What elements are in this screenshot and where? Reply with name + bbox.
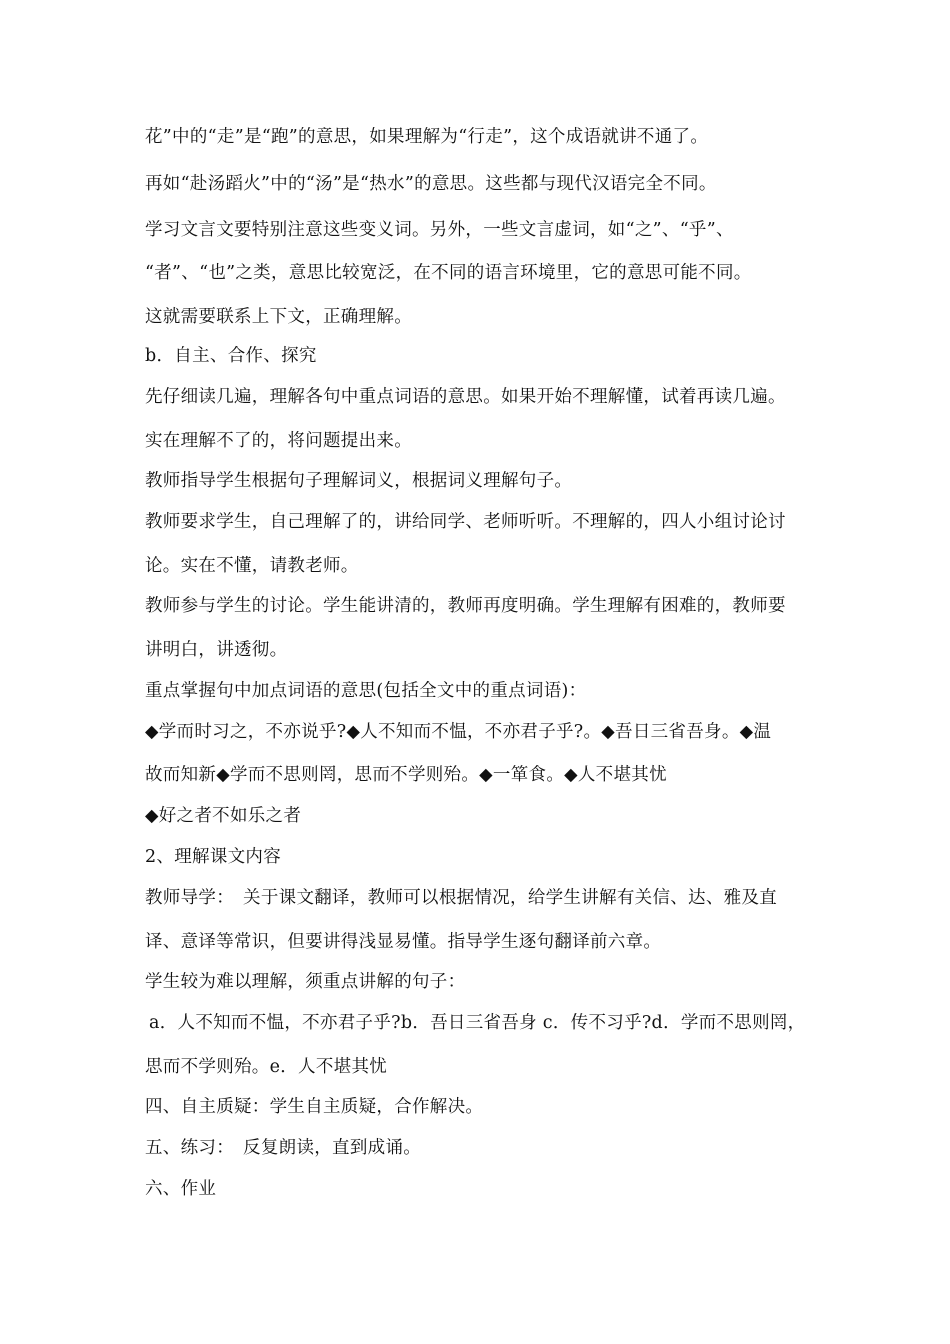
text-line: 这就需要联系上下文，正确理解。 — [145, 307, 412, 327]
text-line: 译、意译等常识，但要讲得浅显易懂。指导学生逐句翻译前六章。 — [145, 932, 662, 952]
text-line: 先仔细读几遍，理解各句中重点词语的意思。如果开始不理解懂，试着再读几遍。 — [145, 387, 786, 407]
section-heading: b．自主、合作、探究 — [145, 346, 317, 366]
text-line: “者”、“也”之类，意思比较宽泛，在不同的语言环境里，它的意思可能不同。 — [145, 263, 752, 283]
text-line: 讲明白，讲透彻。 — [145, 640, 288, 660]
text-line: 学习文言文要特别注意这些变义词。另外，一些文言虚词，如“之”、“乎”、 — [145, 220, 734, 240]
section-heading: 2、理解课文内容 — [145, 847, 282, 867]
text-line: 实在理解不了的，将问题提出来。 — [145, 431, 412, 451]
text-line: 论。实在不懂，请教老师。 — [145, 556, 359, 576]
text-line: 教师参与学生的讨论。学生能讲清的，教师再度明确。学生理解有困难的，教师要 — [145, 596, 786, 616]
text-line: 学生较为难以理解，须重点讲解的句子： — [145, 972, 466, 992]
text-line: 再如“赴汤蹈火”中的“汤”是“热水”的意思。这些都与现代汉语完全不同。 — [145, 174, 717, 194]
text-line: 花”中的“走”是“跑”的意思，如果理解为“行走”，这个成语就讲不通了。 — [145, 127, 709, 147]
text-line: 重点掌握句中加点词语的意思(包括全文中的重点词语)： — [145, 681, 587, 701]
section-heading: 五、练习： 反复朗读，直到成诵。 — [145, 1138, 422, 1158]
section-heading: 六、作业 — [145, 1179, 217, 1199]
text-line: 教师指导学生根据句子理解词义，根据词义理解句子。 — [145, 471, 573, 491]
text-line: a．人不知而不愠，不亦君子乎?b．吾日三省吾身 c．传不习乎?d．学而不思则罔， — [149, 1013, 806, 1033]
text-line: 教师导学： 关于课文翻译，教师可以根据情况，给学生讲解有关信、达、雅及直 — [145, 888, 778, 908]
text-line: 教师要求学生，自己理解了的，讲给同学、老师听听。不理解的，四人小组讨论讨 — [145, 512, 786, 532]
text-line: ◆好之者不如乐之者 — [145, 806, 302, 826]
text-line: 故而知新◆学而不思则罔，思而不学则殆。◆一箪食。◆人不堪其忧 — [145, 765, 667, 785]
text-line: ◆学而时习之，不亦说乎?◆人不知而不愠，不亦君子乎?。◆吾日三省吾身。◆温 — [145, 722, 772, 742]
section-heading: 四、自主质疑：学生自主质疑，合作解决。 — [145, 1097, 484, 1117]
text-line: 思而不学则殆。e．人不堪其忧 — [145, 1057, 388, 1077]
